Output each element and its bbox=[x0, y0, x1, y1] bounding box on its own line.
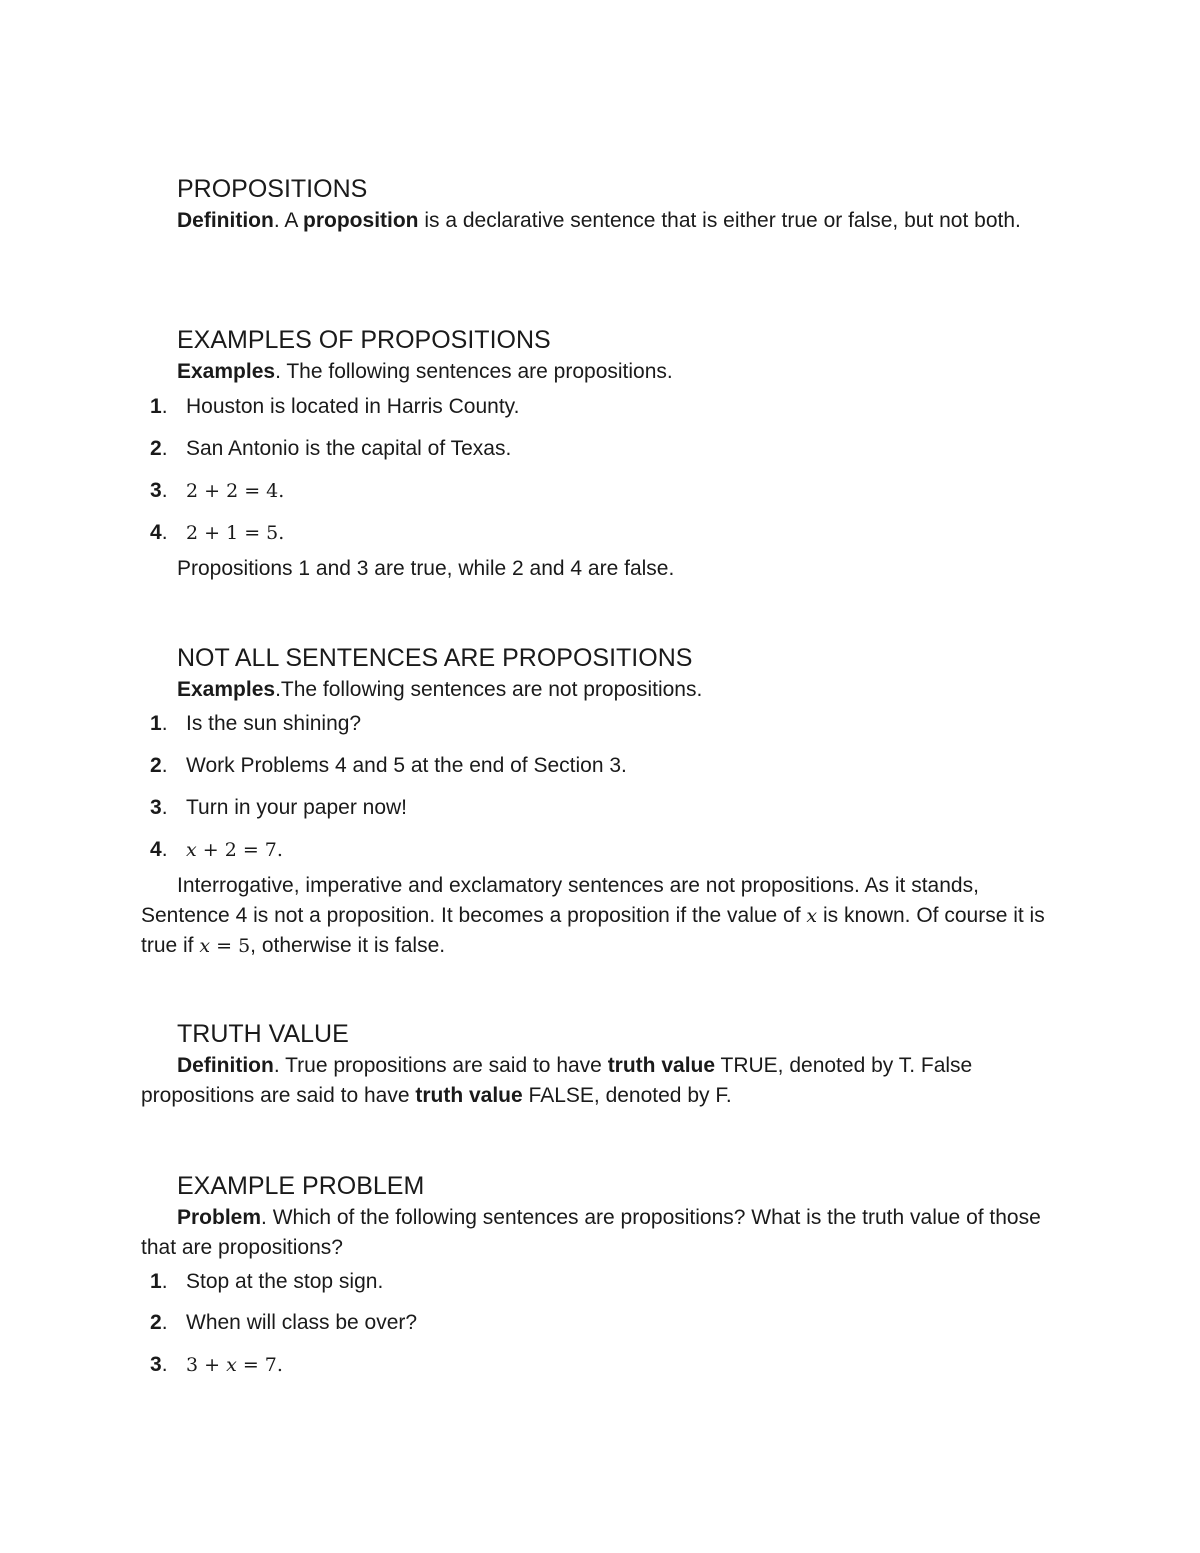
variable-x: x bbox=[226, 1354, 237, 1376]
definition-label: Definition bbox=[177, 209, 274, 232]
item-text: Houston is located in Harris County. bbox=[186, 395, 520, 418]
item-number: 1 bbox=[150, 1270, 162, 1293]
examples-label: Examples bbox=[177, 678, 276, 701]
truth-value-term: truth value bbox=[607, 1054, 716, 1077]
note-text: is known. Of course it is true if bbox=[141, 904, 1045, 957]
item-number: 2 bbox=[150, 754, 162, 777]
problem-label: Problem bbox=[177, 1206, 262, 1229]
equation-start: 3 + bbox=[186, 1354, 227, 1376]
equation-rest: = 5 bbox=[210, 935, 251, 957]
non-examples-note bbox=[141, 871, 1056, 961]
examples-note: Propositions 1 and 3 are true, while 2 and 4 are false. bbox=[177, 557, 675, 580]
definition-text: FALSE, denoted by F. bbox=[522, 1084, 732, 1107]
examples-label: Examples bbox=[177, 360, 276, 383]
variable-x: x bbox=[199, 935, 211, 957]
section-heading-truth-value: TRUTH VALUE bbox=[177, 1020, 349, 1048]
list-item: 2. San Antonio is the capital of Texas. bbox=[150, 437, 512, 460]
list-item: 1. Stop at the stop sign. bbox=[150, 1270, 384, 1293]
list-item: 1. Is the sun shining? bbox=[150, 712, 362, 735]
item-text: San Antonio is the capital of Texas. bbox=[186, 437, 512, 460]
note-text: Interrogative, imperative and exclamatory sentences are not propositions. As it stands, Sentence 4 is not a proposition. It becomes a proposition if the value of bbox=[141, 874, 979, 927]
item-text: Is the sun shining? bbox=[186, 712, 362, 735]
examples-intro bbox=[141, 357, 1056, 387]
section-heading-examples: EXAMPLES OF PROPOSITIONS bbox=[177, 326, 551, 354]
item-equation: 2 + 2 = 4. bbox=[186, 480, 285, 502]
list-item: 4. 2 + 1 = 5. bbox=[150, 521, 285, 544]
section-heading-not-all-sentences: NOT ALL SENTENCES ARE PROPOSITIONS bbox=[177, 644, 693, 672]
problem-paragraph bbox=[141, 1203, 1056, 1263]
item-text: Work Problems 4 and 5 at the end of Section 3. bbox=[186, 754, 627, 777]
note-text: , otherwise it is false. bbox=[250, 934, 446, 957]
item-number: 3 bbox=[150, 479, 162, 502]
equation-rest: = 7. bbox=[236, 1354, 283, 1376]
item-equation bbox=[186, 839, 283, 861]
section-heading-propositions: PROPOSITIONS bbox=[177, 175, 368, 203]
item-number: 3 bbox=[150, 796, 162, 819]
item-text: Turn in your paper now! bbox=[186, 796, 408, 819]
section-heading-example-problem: EXAMPLE PROBLEM bbox=[177, 1172, 425, 1200]
item-text: Stop at the stop sign. bbox=[186, 1270, 384, 1293]
item-number: 2 bbox=[150, 437, 162, 460]
list-item: 2. Work Problems 4 and 5 at the end of Section 3. bbox=[150, 754, 627, 777]
non-examples-intro bbox=[141, 675, 1056, 705]
definition-text: . True propositions are said to have bbox=[273, 1054, 608, 1077]
proposition-term: proposition bbox=[303, 209, 419, 232]
variable-x: x bbox=[186, 839, 197, 861]
list-item: 2. When will class be over? bbox=[150, 1311, 418, 1334]
item-number: 4 bbox=[150, 521, 162, 544]
problem-text: . Which of the following sentences are propositions? What is the truth value of those that are propositions? bbox=[141, 1206, 1041, 1259]
list-item: 3. Turn in your paper now! bbox=[150, 796, 408, 819]
item-number: 1 bbox=[150, 712, 162, 735]
truth-value-definition bbox=[141, 1051, 1056, 1111]
definition-text: TRUE, denoted by T. False propositions are said to have bbox=[141, 1054, 973, 1107]
definition-text: is a declarative sentence that is either true or false, but not both. bbox=[418, 209, 1021, 232]
item-number: 2 bbox=[150, 1311, 162, 1334]
equation-rest: + 2 = 7. bbox=[196, 839, 283, 861]
list-item: 3. 2 + 2 = 4. bbox=[150, 479, 285, 502]
item-number: 1 bbox=[150, 395, 162, 418]
definition-label: Definition bbox=[177, 1054, 274, 1077]
item-text: When will class be over? bbox=[186, 1311, 418, 1334]
variable-x: x bbox=[806, 905, 818, 927]
non-examples-intro-text: .The following sentences are not propositions. bbox=[275, 678, 703, 701]
item-equation: 2 + 1 = 5. bbox=[186, 522, 285, 544]
list-item: 4. x + 2 = 7. bbox=[150, 838, 283, 861]
truth-value-term: truth value bbox=[415, 1084, 523, 1107]
item-number: 3 bbox=[150, 1353, 162, 1376]
list-item: 1. Houston is located in Harris County. bbox=[150, 395, 520, 418]
item-number: 4 bbox=[150, 838, 162, 861]
list-item: 3. 3 + x = 7. bbox=[150, 1353, 283, 1376]
definition-paragraph bbox=[141, 206, 1056, 236]
definition-text: . A bbox=[273, 209, 304, 232]
examples-intro-text: . The following sentences are propositions. bbox=[275, 360, 673, 383]
item-equation bbox=[186, 1354, 283, 1376]
